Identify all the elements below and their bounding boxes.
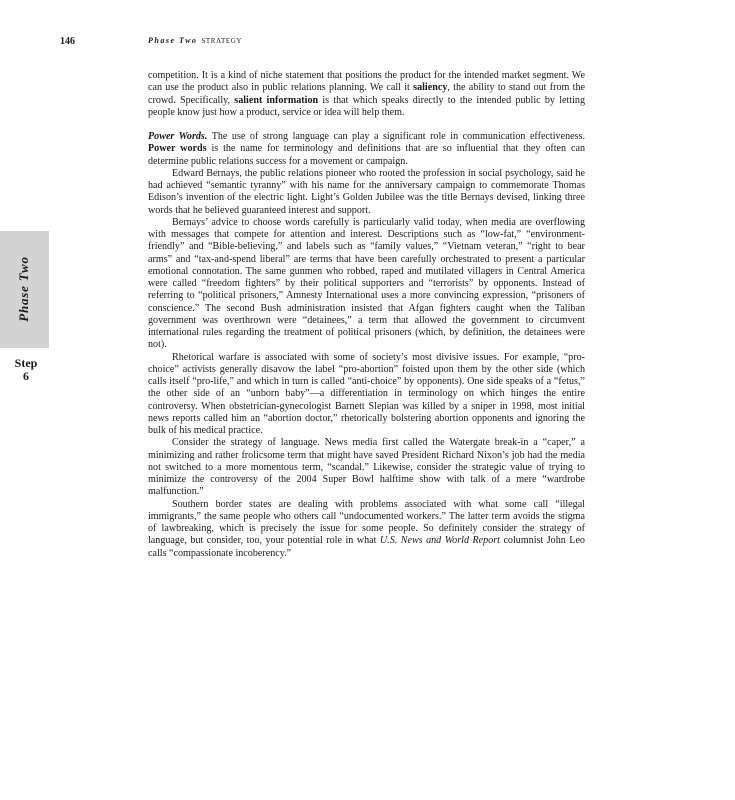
running-head-phase: Phase Two (148, 36, 198, 45)
paragraph-saliency (148, 70, 585, 119)
paragraph-bernays: Edward Bernays, the public relations pioneer who rooted the profession in social psychology, said he had achieved “semantic tyranny” with his name for the anniversary campaign to commemorate Thomas Edison’s invention of the electric light. Light’s Golden Jubilee was the title Bernays devised, linking three words that he believed guaranteed interest and support. (148, 167, 585, 216)
step-number: 6 (23, 369, 29, 383)
text-run: competition. It is a kind of niche statement that positions the product for the intended market segment. We can use the product also in public relations planning. We call it (148, 70, 585, 94)
paragraph-rhetorical-warfare: Rhetorical warfare is associated with some of society’s most divisive issues. For example, “pro-choice” activists generally disavow the label “pro-abortion” foisted upon them by the other side (which calls itself “pro-life,” and which in turn is called “anti-choice” by opponents). One side speaks of a “fetus,” the other side of an “unborn baby”—a differentiation in terminology on which hinges the entire controversy. When obstetrician-gynecologist Barnett Slepian was killed by a sniper in 1998, most initial news reports called him an “abortion doctor,” rhetorically bolstering abortion opponents and ignoring the bulk of his medical practice. (148, 351, 585, 436)
text-run: , the ability to stand out from the crowd. Specifically, (148, 82, 586, 106)
paragraph-border-states (148, 499, 585, 560)
paragraph-strategy-of-language: Consider the strategy of language. News media first called the Watergate break-in a “caper,” a minimizing and rather frolicsome term that might have saved President Richard Nixon’s job had the media not switched to a more momentous term, “scandal.” Likewise, consider the strategic value of trying to minimize the controversy of the 2004 Super Bowl halftime show with talk of a mere “wardrobe malfunction.” (148, 437, 585, 498)
text-run: The use of strong language can play a significant role in communication effectiveness. (207, 131, 585, 142)
term-salient-information: salient information (234, 94, 319, 106)
phase-side-tab (0, 231, 49, 348)
running-head-section: STRATEGY (201, 37, 243, 45)
runin-heading-power-words: Power Words. (148, 131, 208, 142)
term-saliency: saliency (413, 82, 448, 94)
publication-title: U.S. News and World Report (379, 535, 500, 547)
text-run: is the name for terminology and definitions that are so influential that they often can determine public relations success for a movement or campaign. (148, 143, 585, 167)
term-power-words: Power words (148, 143, 207, 155)
step-word: Step (14, 356, 38, 370)
step-marker (6, 357, 46, 383)
page-number: 146 (60, 36, 75, 47)
text-run: columnist John Leo calls “compassionate incoberency.” (148, 535, 585, 559)
side-tab-label: Phase Two (16, 256, 31, 322)
paragraph-bernays-advice: Bernays’ advice to choose words carefully is particularly valid today, when media are overflowing with messages that compete for attention and interest. Descriptions such as “low-fat,” “environment-friendly” and “Bible-believing,” and labels such as “family values,” “Vietnam veteran,” “right to bear arms” and “tax-and-spend liberal” are terms that have been carefully orchestrated to present a particular emotional connotation. The same gunmen who robbed, raped and mutilated villagers in Central America were called “freedom fighters” by their political supporters and “terrorists” by opponents. Instead of referring to “political prisoners,” Amnesty International uses a more convincing expression, “prisoners of conscience.” The second Bush administration insisted that Afgan fighters caught when the Taliban government was overthrown were “detainees,” a term that allowed the government to circumvent international rules regarding the treatment of political prisoners (which, by definition, the detainees were not). (148, 216, 585, 351)
paragraph-power-words (148, 131, 585, 168)
body-text (148, 70, 585, 560)
text-run: Southern border states are dealing with problems associated with what some call “illegal immigrants,” the same people who others call “undocumented workers.” The latter term avoids the stigma of lawbreaking, which is precisely the issue for some people. So definitely consider the strategy of language, but consider, too, your potential role in what (148, 498, 585, 547)
running-header (0, 36, 735, 50)
text-run: is that which speaks directly to the intended public by letting people know just how a product, service or idea will help them. (148, 94, 585, 118)
running-head (148, 36, 242, 45)
